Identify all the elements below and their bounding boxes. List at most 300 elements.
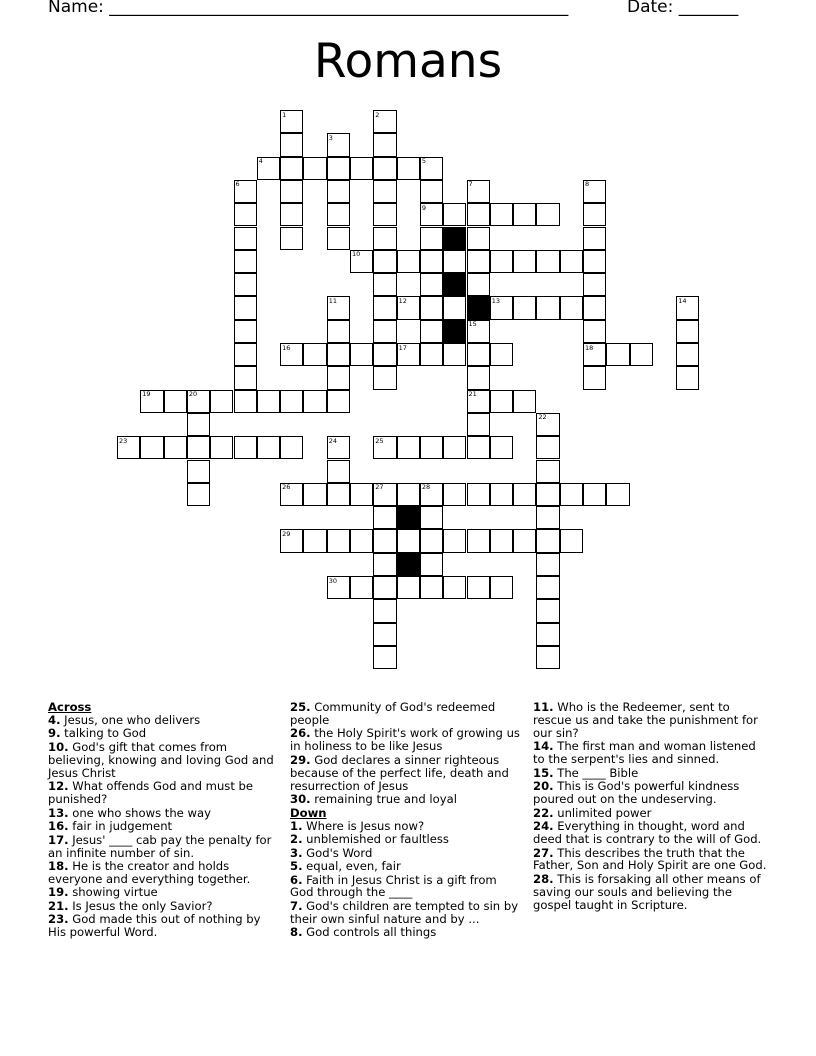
grid-cell[interactable] <box>280 436 303 459</box>
down-clue <box>290 847 520 860</box>
clue-text: remaining true and loyal <box>310 792 457 807</box>
name-field-label: Name: ______________________________________________________ <box>48 0 569 17</box>
grid-cell[interactable] <box>513 390 536 413</box>
clue-column-3 <box>533 701 768 912</box>
clue-text: He is the creator and holds everyone and everything together. <box>48 859 251 886</box>
grid-cell[interactable] <box>560 296 583 319</box>
grid-cell[interactable] <box>234 320 257 343</box>
clue-text: God's gift that comes from believing, knowing and loving God and Jesus Christ <box>48 739 274 780</box>
grid-cell[interactable] <box>420 553 443 576</box>
grid-cell[interactable] <box>140 436 163 459</box>
clue-text: the Holy Spirit's work of growing us in holiness to be like Jesus <box>290 726 520 754</box>
grid-cell[interactable] <box>373 180 396 203</box>
grid-cell[interactable] <box>257 157 280 180</box>
grid-cell[interactable] <box>327 227 350 250</box>
across-clue <box>48 807 278 820</box>
clue-number: 18. <box>48 859 69 874</box>
grid-cell[interactable] <box>234 203 257 226</box>
grid-cell[interactable] <box>397 576 420 599</box>
clue-number: 8. <box>290 925 303 940</box>
cell-number: 3 <box>328 133 333 142</box>
down-clue <box>290 874 520 900</box>
grid-cell[interactable] <box>560 483 583 506</box>
grid-cell[interactable] <box>490 529 513 552</box>
grid-cell[interactable] <box>397 296 420 319</box>
cell-number: 25 <box>375 436 384 445</box>
grid-cell[interactable] <box>234 296 257 319</box>
grid-cell[interactable] <box>443 250 466 273</box>
grid-cell[interactable] <box>350 343 373 366</box>
grid-cell[interactable] <box>536 250 559 273</box>
grid-cell[interactable] <box>327 180 350 203</box>
grid-cell[interactable] <box>490 296 513 319</box>
clue-number: 27. <box>533 845 554 860</box>
black-square <box>443 320 466 343</box>
grid-cell[interactable] <box>397 157 420 180</box>
cell-number: 18 <box>585 343 594 352</box>
grid-cell[interactable] <box>280 157 303 180</box>
grid-cell[interactable] <box>583 227 606 250</box>
grid-cell[interactable] <box>350 529 373 552</box>
clue-text: The ____ Bible <box>553 765 639 780</box>
grid-cell[interactable] <box>536 646 559 669</box>
cell-number: 20 <box>188 390 198 399</box>
grid-cell[interactable] <box>676 343 699 366</box>
grid-cell[interactable] <box>164 436 187 459</box>
grid-cell[interactable] <box>327 320 350 343</box>
grid-cell[interactable] <box>420 529 443 552</box>
grid-cell[interactable] <box>536 203 559 226</box>
grid-cell[interactable] <box>420 343 443 366</box>
grid-cell[interactable] <box>467 413 490 436</box>
clue-number: 11. <box>533 700 554 714</box>
cell-number: 27 <box>375 483 384 492</box>
grid-cell[interactable] <box>467 366 490 389</box>
grid-cell[interactable] <box>327 390 350 413</box>
clue-number: 20. <box>533 779 554 794</box>
across-clue <box>48 727 278 740</box>
clue-number: 16. <box>48 819 69 834</box>
grid-cell[interactable] <box>467 250 490 273</box>
grid-cell[interactable] <box>490 576 513 599</box>
cell-number: 16 <box>282 343 291 352</box>
grid-cell[interactable] <box>583 180 606 203</box>
down-clue-list-cont <box>533 701 768 912</box>
clue-text: unlimited power <box>553 805 652 820</box>
grid-cell[interactable] <box>420 483 443 506</box>
across-clue <box>48 886 278 899</box>
grid-cell[interactable] <box>373 273 396 296</box>
grid-cell[interactable] <box>397 483 420 506</box>
grid-cell[interactable] <box>467 180 490 203</box>
down-clue <box>290 900 520 926</box>
grid-cell[interactable] <box>513 296 536 319</box>
grid-cell[interactable] <box>327 436 350 459</box>
cell-number: 23 <box>119 436 128 445</box>
grid-cell[interactable] <box>327 203 350 226</box>
grid-cell[interactable] <box>373 553 396 576</box>
across-clue <box>290 754 520 793</box>
grid-cell[interactable] <box>257 390 280 413</box>
grid-cell[interactable] <box>583 203 606 226</box>
grid-cell[interactable] <box>234 180 257 203</box>
grid-cell[interactable] <box>443 436 466 459</box>
grid-cell[interactable] <box>420 576 443 599</box>
page-title: Romans <box>313 34 503 89</box>
clue-text: God declares a sinner righteous because of the perfect life, death and resurrection of Jesus <box>290 752 509 793</box>
grid-cell[interactable] <box>117 436 140 459</box>
cell-number: 12 <box>398 296 407 305</box>
clue-number: 6. <box>290 872 303 887</box>
grid-cell[interactable] <box>467 436 490 459</box>
cell-number: 14 <box>678 296 687 305</box>
grid-cell[interactable] <box>234 250 257 273</box>
grid-cell[interactable] <box>373 157 396 180</box>
grid-cell[interactable] <box>467 203 490 226</box>
clue-text: God controls all things <box>302 925 437 940</box>
grid-cell[interactable] <box>303 157 326 180</box>
grid-cell[interactable] <box>490 343 513 366</box>
grid-cell[interactable] <box>536 296 559 319</box>
grid-cell[interactable] <box>257 436 280 459</box>
grid-cell[interactable] <box>420 296 443 319</box>
grid-cell[interactable] <box>187 460 210 483</box>
across-clue-list <box>48 714 278 939</box>
grid-cell[interactable] <box>420 506 443 529</box>
grid-cell[interactable] <box>373 506 396 529</box>
across-clue <box>290 793 520 806</box>
grid-cell[interactable] <box>327 296 350 319</box>
grid-cell[interactable] <box>373 110 396 133</box>
across-clue <box>290 701 520 727</box>
grid-cell[interactable] <box>467 576 490 599</box>
grid-cell[interactable] <box>630 343 653 366</box>
grid-cell[interactable] <box>397 343 420 366</box>
clue-number: 4. <box>48 712 61 727</box>
black-square <box>443 273 466 296</box>
grid-cell[interactable] <box>443 529 466 552</box>
down-clue <box>533 740 768 766</box>
across-clue <box>48 741 278 780</box>
grid-cell[interactable] <box>583 273 606 296</box>
grid-cell[interactable] <box>373 646 396 669</box>
clue-column-1 <box>48 701 278 940</box>
clue-number: 3. <box>290 845 303 860</box>
clue-text: Who is the Redeemer, sent to rescue us and take the punishment for our sin? <box>533 700 758 740</box>
grid-cell[interactable] <box>536 436 559 459</box>
down-clue-list <box>290 820 520 940</box>
grid-cell[interactable] <box>467 227 490 250</box>
clue-text: This describes the truth that the Father, Son and Holy Spirit are one God. <box>533 845 767 873</box>
grid-cell[interactable] <box>373 483 396 506</box>
grid-cell[interactable] <box>280 203 303 226</box>
grid-cell[interactable] <box>467 529 490 552</box>
grid-cell[interactable] <box>560 250 583 273</box>
clue-text: Community of God's redeemed people <box>290 700 496 727</box>
down-clue <box>290 833 520 846</box>
grid-cell[interactable] <box>140 390 163 413</box>
grid-cell[interactable] <box>327 157 350 180</box>
grid-cell[interactable] <box>606 343 629 366</box>
grid-cell[interactable] <box>490 483 513 506</box>
down-clue <box>290 926 520 939</box>
clue-number: 22. <box>533 805 554 820</box>
grid-cell[interactable] <box>234 366 257 389</box>
clue-text: showing virtue <box>68 885 158 900</box>
across-clue <box>48 860 278 886</box>
clue-text: unblemished or faultless <box>302 832 449 847</box>
cell-number: 21 <box>468 390 477 399</box>
clue-text: This is forsaking all other means of saving our souls and believing the gospel taught in Scripture. <box>533 871 761 912</box>
black-square <box>397 506 420 529</box>
grid-cell[interactable] <box>536 413 559 436</box>
grid-cell[interactable] <box>303 390 326 413</box>
down-clue <box>533 847 768 873</box>
cell-number: 28 <box>421 483 431 492</box>
clue-number: 25. <box>290 700 311 714</box>
clue-column-2 <box>290 701 520 940</box>
grid-cell[interactable] <box>210 436 233 459</box>
cell-number: 26 <box>282 483 291 492</box>
grid-cell[interactable] <box>327 483 350 506</box>
clue-text: The first man and woman listened to the serpent's lies and sinned. <box>533 739 756 767</box>
down-clue <box>533 780 768 806</box>
grid-cell[interactable] <box>210 390 233 413</box>
grid-cell[interactable] <box>234 227 257 250</box>
clue-number: 19. <box>48 885 69 900</box>
grid-cell[interactable] <box>467 483 490 506</box>
grid-cell[interactable] <box>373 599 396 622</box>
down-clue <box>290 820 520 833</box>
clue-number: 29. <box>290 752 311 767</box>
grid-cell[interactable] <box>536 553 559 576</box>
grid-cell[interactable] <box>373 320 396 343</box>
grid-cell[interactable] <box>234 436 257 459</box>
grid-cell[interactable] <box>397 250 420 273</box>
grid-cell[interactable] <box>373 203 396 226</box>
grid-cell[interactable] <box>536 460 559 483</box>
grid-cell[interactable] <box>583 483 606 506</box>
grid-cell[interactable] <box>536 599 559 622</box>
clue-text: fair in judgement <box>68 819 173 834</box>
cell-number: 8 <box>585 180 590 189</box>
grid-cell[interactable] <box>420 203 443 226</box>
cell-number: 30 <box>328 576 337 585</box>
grid-cell[interactable] <box>327 133 350 156</box>
across-heading: Across <box>48 700 92 714</box>
clue-number: 7. <box>290 898 303 913</box>
down-clue <box>533 807 768 820</box>
grid-cell[interactable] <box>443 343 466 366</box>
grid-cell[interactable] <box>373 133 396 156</box>
grid-cell[interactable] <box>536 623 559 646</box>
grid-cell[interactable] <box>490 390 513 413</box>
down-heading: Down <box>290 805 327 820</box>
grid-cell[interactable] <box>583 250 606 273</box>
cell-number: 7 <box>468 180 473 189</box>
across-clue <box>48 900 278 913</box>
grid-cell[interactable] <box>467 320 490 343</box>
clue-number: 17. <box>48 832 69 847</box>
grid-cell[interactable] <box>606 483 629 506</box>
grid-cell[interactable] <box>397 436 420 459</box>
grid-cell[interactable] <box>373 529 396 552</box>
clue-number: 23. <box>48 912 69 927</box>
grid-cell[interactable] <box>420 227 443 250</box>
grid-cell[interactable] <box>676 296 699 319</box>
grid-cell[interactable] <box>420 157 443 180</box>
grid-cell[interactable] <box>490 436 513 459</box>
grid-cell[interactable] <box>327 529 350 552</box>
clue-number: 10. <box>48 739 69 754</box>
across-clue <box>48 780 278 806</box>
grid-cell[interactable] <box>536 506 559 529</box>
grid-cell[interactable] <box>467 273 490 296</box>
clue-text: God's Word <box>302 845 373 860</box>
grid-cell[interactable] <box>373 436 396 459</box>
cell-number: 24 <box>328 436 337 445</box>
grid-cell[interactable] <box>327 460 350 483</box>
grid-cell[interactable] <box>443 296 466 319</box>
grid-cell[interactable] <box>280 483 303 506</box>
clue-text: God's children are tempted to sin by their own sinful nature and by ... <box>290 898 519 926</box>
grid-cell[interactable] <box>280 529 303 552</box>
black-square <box>467 296 490 319</box>
grid-cell[interactable] <box>234 343 257 366</box>
grid-cell[interactable] <box>443 576 466 599</box>
grid-cell[interactable] <box>280 110 303 133</box>
grid-cell[interactable] <box>280 180 303 203</box>
grid-cell[interactable] <box>373 343 396 366</box>
cell-number: 11 <box>328 296 337 305</box>
cell-number: 13 <box>491 296 501 305</box>
grid-cell[interactable] <box>490 203 513 226</box>
grid-cell[interactable] <box>327 343 350 366</box>
clue-text: Faith in Jesus Christ is a gift from God through the ____ <box>290 872 497 900</box>
grid-cell[interactable] <box>443 483 466 506</box>
black-square <box>443 227 466 250</box>
down-clue <box>290 860 520 873</box>
grid-cell[interactable] <box>164 390 187 413</box>
cell-number: 6 <box>235 180 240 189</box>
grid-cell[interactable] <box>490 250 513 273</box>
across-clue <box>48 834 278 860</box>
grid-cell[interactable] <box>373 576 396 599</box>
cell-number: 15 <box>468 320 477 329</box>
grid-cell[interactable] <box>583 343 606 366</box>
cell-number: 19 <box>142 390 151 399</box>
grid-cell[interactable] <box>467 343 490 366</box>
grid-cell[interactable] <box>280 227 303 250</box>
grid-cell[interactable] <box>350 157 373 180</box>
grid-cell[interactable] <box>327 576 350 599</box>
grid-cell[interactable] <box>187 390 210 413</box>
clue-number: 28. <box>533 871 554 886</box>
grid-cell[interactable] <box>513 250 536 273</box>
cell-number: 5 <box>421 157 427 166</box>
grid-cell[interactable] <box>373 227 396 250</box>
grid-cell[interactable] <box>187 436 210 459</box>
grid-cell[interactable] <box>303 343 326 366</box>
grid-cell[interactable] <box>373 623 396 646</box>
grid-cell[interactable] <box>420 273 443 296</box>
grid-cell[interactable] <box>583 320 606 343</box>
grid-cell[interactable] <box>280 343 303 366</box>
grid-cell[interactable] <box>350 576 373 599</box>
grid-cell[interactable] <box>303 529 326 552</box>
cell-number: 2 <box>375 110 380 119</box>
grid-cell[interactable] <box>350 483 373 506</box>
down-clue <box>533 873 768 912</box>
clue-text: God made this out of nothing by His powerful Word. <box>48 912 261 940</box>
clue-text: one who shows the way <box>68 805 211 820</box>
grid-cell[interactable] <box>234 390 257 413</box>
clue-number: 9. <box>48 726 61 741</box>
clue-text: Where is Jesus now? <box>302 818 425 833</box>
grid-cell[interactable] <box>373 296 396 319</box>
clue-text: Everything in thought, word and deed that is contrary to the will of God. <box>533 819 762 847</box>
grid-cell[interactable] <box>536 529 559 552</box>
grid-cell[interactable] <box>676 320 699 343</box>
grid-cell[interactable] <box>420 180 443 203</box>
grid-cell[interactable] <box>676 366 699 389</box>
grid-cell[interactable] <box>583 366 606 389</box>
grid-cell[interactable] <box>420 436 443 459</box>
grid-cell[interactable] <box>187 483 210 506</box>
clue-text: This is God's powerful kindness poured out on the undeserving. <box>533 779 740 807</box>
grid-cell[interactable] <box>373 250 396 273</box>
grid-cell[interactable] <box>373 366 396 389</box>
clue-number: 5. <box>290 859 303 874</box>
grid-cell[interactable] <box>397 529 420 552</box>
grid-cell[interactable] <box>536 483 559 506</box>
grid-cell[interactable] <box>280 133 303 156</box>
grid-cell[interactable] <box>467 390 490 413</box>
cell-number: 10 <box>352 250 361 259</box>
grid-cell[interactable] <box>234 273 257 296</box>
clue-number: 13. <box>48 805 69 820</box>
cell-number: 4 <box>258 157 263 166</box>
date-field-label: Date: _______ <box>627 0 739 17</box>
clue-text: Is Jesus the only Savior? <box>68 898 213 913</box>
clue-number: 12. <box>48 779 69 794</box>
grid-cell[interactable] <box>187 413 210 436</box>
grid-cell[interactable] <box>350 250 373 273</box>
across-clue <box>290 727 520 753</box>
cell-number: 29 <box>282 529 291 538</box>
grid-cell[interactable] <box>513 203 536 226</box>
down-clue <box>533 701 768 740</box>
grid-cell[interactable] <box>536 576 559 599</box>
clue-number: 26. <box>290 726 311 741</box>
grid-cell[interactable] <box>420 320 443 343</box>
grid-cell[interactable] <box>513 529 536 552</box>
clue-number: 24. <box>533 819 554 834</box>
clue-text: What offends God and must be punished? <box>48 779 254 807</box>
grid-cell[interactable] <box>303 483 326 506</box>
clue-number: 15. <box>533 765 554 780</box>
grid-cell[interactable] <box>513 483 536 506</box>
grid-cell[interactable] <box>327 366 350 389</box>
grid-cell[interactable] <box>420 250 443 273</box>
grid-cell[interactable] <box>443 203 466 226</box>
grid-cell[interactable] <box>583 296 606 319</box>
down-clue <box>533 820 768 846</box>
cell-number: 22 <box>538 413 547 422</box>
grid-cell[interactable] <box>560 529 583 552</box>
cell-number: 17 <box>398 343 407 352</box>
grid-cell[interactable] <box>280 390 303 413</box>
